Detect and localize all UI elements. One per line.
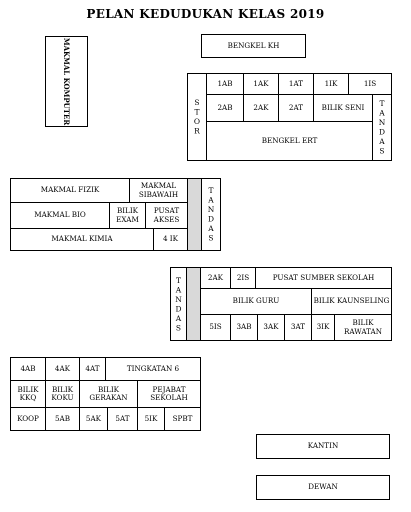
room-label: STOR bbox=[192, 98, 202, 136]
room-5at: 5AT bbox=[107, 407, 138, 431]
room-4ik: 4 IK bbox=[153, 228, 188, 251]
block-tandas-1 bbox=[372, 94, 392, 161]
block-tandas-3-shaded bbox=[186, 267, 201, 341]
room-label: TANDAS bbox=[377, 99, 387, 156]
room-bilik-seni: BILIK SENI bbox=[313, 94, 373, 122]
room-pejabat-sekolah: PEJABAT SEKOLAH bbox=[137, 380, 201, 408]
room-makmal-sibawaih: MAKMAL SIBAWAIH bbox=[129, 178, 188, 203]
room-3at: 3AT bbox=[284, 314, 312, 341]
room-bilik-kaunseling: BILIK KAUNSELING bbox=[311, 288, 392, 315]
room-4ak: 4AK bbox=[45, 357, 80, 381]
room-dewan: DEWAN bbox=[256, 475, 390, 500]
room-makmal-kimia: MAKMAL KIMIA bbox=[10, 228, 154, 251]
room-bilik-exam: BILIK EXAM bbox=[109, 202, 146, 229]
block-tandas-2 bbox=[201, 178, 221, 251]
room-3ik: 3IK bbox=[311, 314, 335, 341]
room-label: TANDAS bbox=[206, 186, 216, 243]
room-bengkel-ert: BENGKEL ERT bbox=[206, 121, 373, 161]
room-bilik-gerakan: BILIK GERAKAN bbox=[79, 380, 138, 408]
room-bilik-kkq: BILIK KKQ bbox=[10, 380, 46, 408]
room-1ak: 1AK bbox=[243, 73, 279, 95]
room-kantin: KANTIN bbox=[256, 434, 390, 459]
room-2is: 2IS bbox=[230, 267, 256, 289]
room-spbt: SPBT bbox=[164, 407, 201, 431]
room-4at: 4AT bbox=[79, 357, 106, 381]
room-makmal-bio: MAKMAL BIO bbox=[10, 202, 110, 229]
room-3ak: 3AK bbox=[257, 314, 285, 341]
room-5ik: 5IK bbox=[137, 407, 165, 431]
room-1is: 1IS bbox=[348, 73, 392, 95]
room-5ak: 5AK bbox=[79, 407, 108, 431]
room-1at: 1AT bbox=[278, 73, 314, 95]
room-koop: KOOP bbox=[10, 407, 46, 431]
room-bilik-koku: BILIK KOKU bbox=[45, 380, 80, 408]
room-2ab: 2AB bbox=[206, 94, 244, 122]
room-1ab: 1AB bbox=[206, 73, 244, 95]
room-makmal-fizik: MAKMAL FIZIK bbox=[10, 178, 130, 203]
room-2ak-b: 2AK bbox=[200, 267, 231, 289]
room-2at: 2AT bbox=[278, 94, 314, 122]
room-5is: 5IS bbox=[200, 314, 231, 341]
room-5ab: 5AB bbox=[45, 407, 80, 431]
room-bilik-guru: BILIK GURU bbox=[200, 288, 312, 315]
room-label: TANDAS bbox=[174, 275, 183, 333]
room-2ak: 2AK bbox=[243, 94, 279, 122]
room-bengkel-kh: BENGKEL KH bbox=[201, 34, 306, 58]
room-1ik: 1IK bbox=[313, 73, 349, 95]
block-tandas-2-shaded bbox=[187, 178, 202, 251]
block-stor bbox=[187, 73, 207, 161]
room-bilik-rawatan: BILIK RAWATAN bbox=[334, 314, 392, 341]
room-label: MAKMAL KOMPUTER bbox=[62, 37, 71, 126]
room-pusat-sumber: PUSAT SUMBER SEKOLAH bbox=[255, 267, 392, 289]
room-makmal-komputer bbox=[45, 36, 88, 127]
block-tandas-3 bbox=[170, 267, 187, 341]
room-4ab: 4AB bbox=[10, 357, 46, 381]
page-title: PELAN KEDUDUKAN KELAS 2019 bbox=[86, 7, 325, 21]
room-tingkatan-6: TINGKATAN 6 bbox=[105, 357, 201, 381]
room-pusat-akses: PUSAT AKSES bbox=[145, 202, 188, 229]
room-3ab: 3AB bbox=[230, 314, 258, 341]
